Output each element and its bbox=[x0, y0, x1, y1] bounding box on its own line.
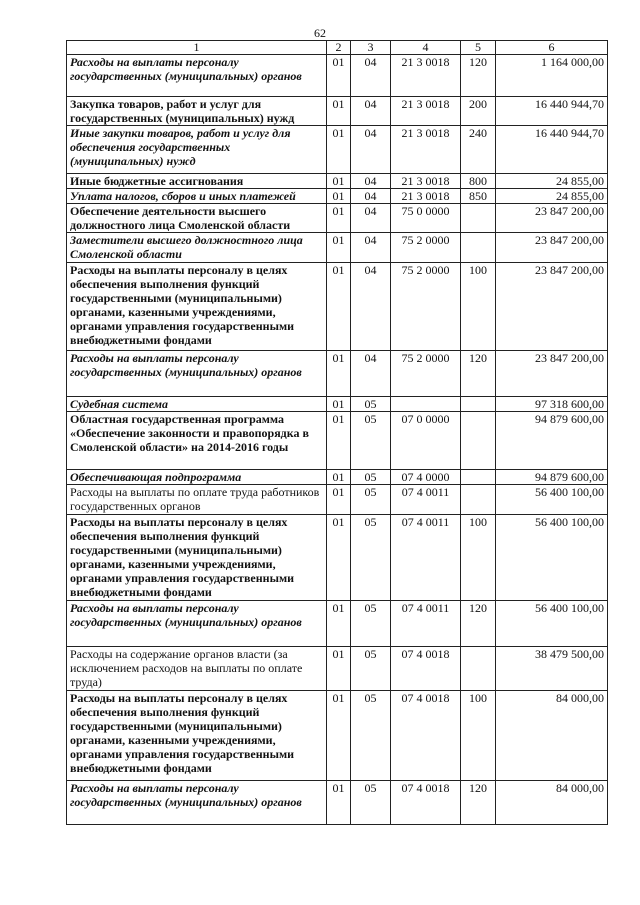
table-row bbox=[67, 126, 608, 174]
row-amount-cell: 16 440 944,70 bbox=[496, 97, 608, 126]
row-target-code-cell: 75 0 0000 bbox=[391, 204, 461, 233]
row-expense-type-cell bbox=[461, 470, 496, 485]
row-name-cell: Судебная система bbox=[67, 397, 327, 412]
row-subsection-cell: 04 bbox=[351, 97, 391, 126]
row-target-code-cell: 75 2 0000 bbox=[391, 263, 461, 351]
table-row bbox=[67, 647, 608, 691]
row-expense-type-cell bbox=[461, 233, 496, 263]
row-amount-cell: 23 847 200,00 bbox=[496, 351, 608, 397]
table-row bbox=[67, 189, 608, 204]
row-subsection-cell: 05 bbox=[351, 485, 391, 515]
row-section-cell: 01 bbox=[327, 397, 351, 412]
row-subsection-cell: 05 bbox=[351, 691, 391, 781]
row-target-code-cell: 07 4 0018 bbox=[391, 781, 461, 825]
row-expense-type-cell: 850 bbox=[461, 189, 496, 204]
row-name-cell: Расходы на выплаты персоналу государственных (муниципальных) органов bbox=[67, 781, 327, 825]
column-header: 5 bbox=[461, 41, 496, 55]
row-target-code-cell: 07 4 0011 bbox=[391, 515, 461, 601]
row-target-code-cell: 07 4 0018 bbox=[391, 647, 461, 691]
row-expense-type-cell: 120 bbox=[461, 55, 496, 97]
row-target-code-cell: 07 0 0000 bbox=[391, 412, 461, 470]
table-row bbox=[67, 351, 608, 397]
row-section-cell: 01 bbox=[327, 189, 351, 204]
row-name-cell: Расходы на выплаты персоналу государственных (муниципальных) органов bbox=[67, 351, 327, 397]
row-amount-cell: 56 400 100,00 bbox=[496, 601, 608, 647]
row-amount-cell: 16 440 944,70 bbox=[496, 126, 608, 174]
row-name-cell: Областная государственная программа «Обеспечение законности и правопорядка в Смоленской области» на 2014-2016 годы bbox=[67, 412, 327, 470]
row-name-cell: Расходы на выплаты персоналу государственных (муниципальных) органов bbox=[67, 601, 327, 647]
row-section-cell: 01 bbox=[327, 485, 351, 515]
row-name-cell: Расходы на выплаты персоналу в целях обеспечения выполнения функций государственными (муниципальными) органами, казенными учреждениями, органами управления государственными внебюджетными фондами bbox=[67, 263, 327, 351]
row-amount-cell: 94 879 600,00 bbox=[496, 412, 608, 470]
row-subsection-cell: 05 bbox=[351, 647, 391, 691]
table-row bbox=[67, 55, 608, 97]
row-subsection-cell: 04 bbox=[351, 189, 391, 204]
row-expense-type-cell: 120 bbox=[461, 351, 496, 397]
row-name-cell: Обеспечивающая подпрограмма bbox=[67, 470, 327, 485]
row-amount-cell: 38 479 500,00 bbox=[496, 647, 608, 691]
column-header: 2 bbox=[327, 41, 351, 55]
row-name-cell: Закупка товаров, работ и услуг для государственных (муниципальных) нужд bbox=[67, 97, 327, 126]
column-header: 1 bbox=[67, 41, 327, 55]
row-target-code-cell: 75 2 0000 bbox=[391, 233, 461, 263]
row-expense-type-cell: 120 bbox=[461, 781, 496, 825]
row-subsection-cell: 05 bbox=[351, 412, 391, 470]
budget-table bbox=[66, 40, 608, 825]
row-target-code-cell: 07 4 0011 bbox=[391, 601, 461, 647]
table-row bbox=[67, 691, 608, 781]
column-header: 4 bbox=[391, 41, 461, 55]
table-row bbox=[67, 397, 608, 412]
row-subsection-cell: 04 bbox=[351, 204, 391, 233]
table-row bbox=[67, 515, 608, 601]
row-amount-cell: 23 847 200,00 bbox=[496, 204, 608, 233]
row-amount-cell: 56 400 100,00 bbox=[496, 515, 608, 601]
row-name-cell: Расходы на выплаты по оплате труда работников государственных органов bbox=[67, 485, 327, 515]
table-row bbox=[67, 204, 608, 233]
row-section-cell: 01 bbox=[327, 126, 351, 174]
row-section-cell: 01 bbox=[327, 601, 351, 647]
row-subsection-cell: 05 bbox=[351, 601, 391, 647]
column-header: 6 bbox=[496, 41, 608, 55]
row-expense-type-cell: 100 bbox=[461, 263, 496, 351]
row-expense-type-cell: 100 bbox=[461, 691, 496, 781]
row-section-cell: 01 bbox=[327, 97, 351, 126]
row-expense-type-cell: 120 bbox=[461, 601, 496, 647]
table-row bbox=[67, 781, 608, 825]
row-section-cell: 01 bbox=[327, 233, 351, 263]
row-target-code-cell: 21 3 0018 bbox=[391, 189, 461, 204]
row-section-cell: 01 bbox=[327, 515, 351, 601]
row-subsection-cell: 04 bbox=[351, 55, 391, 97]
row-expense-type-cell bbox=[461, 647, 496, 691]
row-subsection-cell: 05 bbox=[351, 781, 391, 825]
row-amount-cell: 84 000,00 bbox=[496, 781, 608, 825]
row-amount-cell: 23 847 200,00 bbox=[496, 233, 608, 263]
row-section-cell: 01 bbox=[327, 263, 351, 351]
row-target-code-cell: 21 3 0018 bbox=[391, 97, 461, 126]
row-name-cell: Расходы на выплаты персоналу государственных (муниципальных) органов bbox=[67, 55, 327, 97]
row-expense-type-cell bbox=[461, 485, 496, 515]
row-name-cell: Расходы на содержание органов власти (за исключением расходов на выплаты по оплате труда) bbox=[67, 647, 327, 691]
row-target-code-cell bbox=[391, 397, 461, 412]
row-amount-cell: 84 000,00 bbox=[496, 691, 608, 781]
row-target-code-cell: 07 4 0011 bbox=[391, 485, 461, 515]
row-name-cell: Расходы на выплаты персоналу в целях обеспечения выполнения функций государственными (муниципальными) органами, казенными учреждениями, органами управления государственными внебюджетными фондами bbox=[67, 691, 327, 781]
table-header-row bbox=[67, 41, 608, 55]
row-section-cell: 01 bbox=[327, 174, 351, 189]
row-expense-type-cell bbox=[461, 397, 496, 412]
row-target-code-cell: 07 4 0000 bbox=[391, 470, 461, 485]
row-amount-cell: 23 847 200,00 bbox=[496, 263, 608, 351]
row-target-code-cell: 21 3 0018 bbox=[391, 126, 461, 174]
page-number: 62 bbox=[314, 26, 326, 40]
row-subsection-cell: 04 bbox=[351, 126, 391, 174]
row-section-cell: 01 bbox=[327, 781, 351, 825]
table-row bbox=[67, 263, 608, 351]
row-section-cell: 01 bbox=[327, 351, 351, 397]
row-name-cell: Заместители высшего должностного лица Смоленской области bbox=[67, 233, 327, 263]
row-subsection-cell: 05 bbox=[351, 470, 391, 485]
table-row bbox=[67, 601, 608, 647]
row-expense-type-cell bbox=[461, 204, 496, 233]
table-row bbox=[67, 485, 608, 515]
row-name-cell: Обеспечение деятельности высшего должностного лица Смоленской области bbox=[67, 204, 327, 233]
table-row bbox=[67, 412, 608, 470]
row-name-cell: Уплата налогов, сборов и иных платежей bbox=[67, 189, 327, 204]
row-section-cell: 01 bbox=[327, 647, 351, 691]
row-section-cell: 01 bbox=[327, 412, 351, 470]
row-expense-type-cell bbox=[461, 412, 496, 470]
row-subsection-cell: 05 bbox=[351, 515, 391, 601]
row-amount-cell: 97 318 600,00 bbox=[496, 397, 608, 412]
row-amount-cell: 94 879 600,00 bbox=[496, 470, 608, 485]
row-target-code-cell: 75 2 0000 bbox=[391, 351, 461, 397]
table-row bbox=[67, 174, 608, 189]
row-name-cell: Иные бюджетные ассигнования bbox=[67, 174, 327, 189]
row-expense-type-cell: 200 bbox=[461, 97, 496, 126]
row-target-code-cell: 07 4 0018 bbox=[391, 691, 461, 781]
row-subsection-cell: 04 bbox=[351, 233, 391, 263]
row-expense-type-cell: 800 bbox=[461, 174, 496, 189]
row-amount-cell: 24 855,00 bbox=[496, 189, 608, 204]
row-target-code-cell: 21 3 0018 bbox=[391, 174, 461, 189]
row-subsection-cell: 05 bbox=[351, 397, 391, 412]
row-section-cell: 01 bbox=[327, 204, 351, 233]
row-amount-cell: 56 400 100,00 bbox=[496, 485, 608, 515]
row-section-cell: 01 bbox=[327, 691, 351, 781]
column-header: 3 bbox=[351, 41, 391, 55]
row-name-cell: Иные закупки товаров, работ и услуг для обеспечения государственных (муниципальных) нужд bbox=[67, 126, 327, 174]
row-section-cell: 01 bbox=[327, 55, 351, 97]
row-name-cell: Расходы на выплаты персоналу в целях обеспечения выполнения функций государственными (муниципальными) органами, казенными учреждениями, органами управления государственными внебюджетными фондами bbox=[67, 515, 327, 601]
row-expense-type-cell: 240 bbox=[461, 126, 496, 174]
table-row bbox=[67, 470, 608, 485]
table-row bbox=[67, 97, 608, 126]
row-subsection-cell: 04 bbox=[351, 263, 391, 351]
row-amount-cell: 24 855,00 bbox=[496, 174, 608, 189]
row-expense-type-cell: 100 bbox=[461, 515, 496, 601]
row-subsection-cell: 04 bbox=[351, 351, 391, 397]
row-section-cell: 01 bbox=[327, 470, 351, 485]
row-target-code-cell: 21 3 0018 bbox=[391, 55, 461, 97]
row-amount-cell: 1 164 000,00 bbox=[496, 55, 608, 97]
row-subsection-cell: 04 bbox=[351, 174, 391, 189]
table-row bbox=[67, 233, 608, 263]
